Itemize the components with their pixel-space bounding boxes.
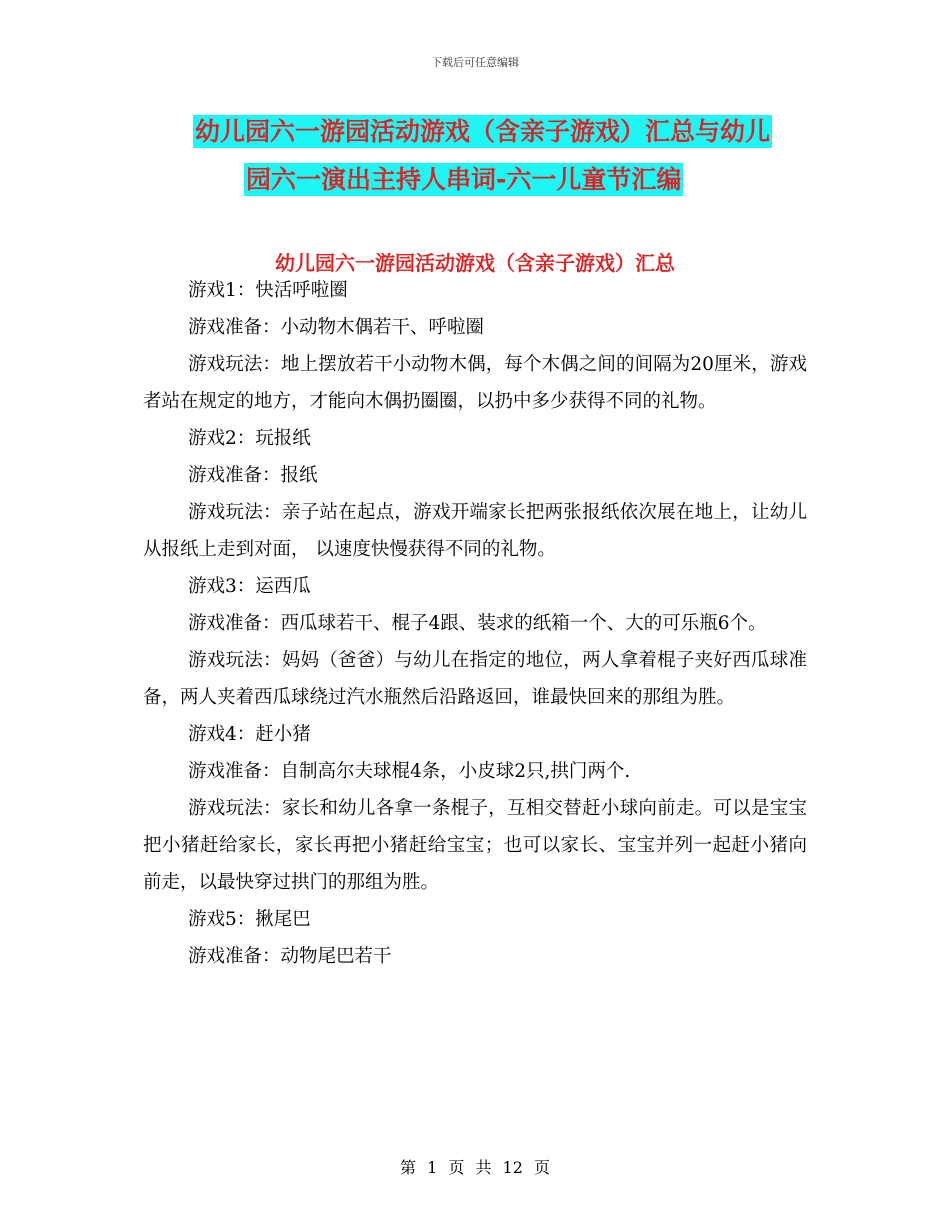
paragraph: 游戏1：快活呼啦圈 — [188, 280, 348, 301]
title-line-1-text: 幼儿园六一游园活动游戏（含亲子游戏）汇总与幼儿 — [195, 117, 771, 146]
paragraph: 游戏准备：自制高尔夫球棍4条，小皮球2只,拱门两个. — [188, 761, 631, 782]
paragraph: 游戏2：玩报纸 — [188, 428, 311, 449]
paragraph: 游戏5：揪尾巴 — [188, 909, 311, 930]
document-title — [143, 108, 813, 204]
paragraph: 游戏准备：小动物木偶若干、呼啦圈 — [188, 317, 485, 338]
paragraph: 游戏玩法：亲子站在起点，游戏开端家长把两张报纸依次展在地上，让幼儿从报纸上走到对面， 以速度快慢获得不同的礼物。 — [143, 502, 807, 560]
paragraph: 游戏玩法：家长和幼儿各拿一条棍子，互相交替赶小球向前走。可以是宝宝把小猪赶给家长，家长再把小猪赶给宝宝；也可以家长、宝宝并列一起赶小猪向前走，以最快穿过拱门的那组为胜。 — [143, 798, 807, 893]
title-line-2 — [143, 156, 813, 204]
title-line-2-text: 园六一演出主持人串词-六一儿童节汇编 — [246, 165, 682, 194]
paragraph: 游戏玩法：地上摆放若干小动物木偶，每个木偶之间的间隔为20厘米，游戏者站在规定的地方，才能向木偶扔圈圈，以扔中多少获得不同的礼物。 — [143, 354, 807, 412]
document-body — [143, 272, 807, 975]
page-header-note: 下载后可任意编辑 — [431, 56, 519, 69]
paragraph: 游戏3：运西瓜 — [188, 576, 311, 597]
paragraph: 游戏准备：报纸 — [188, 465, 318, 486]
page-number: 第 1 页 共 12 页 — [400, 1158, 550, 1177]
section-title: 幼儿园六一游园活动游戏（含亲子游戏）汇总 — [275, 251, 675, 275]
paragraph: 游戏准备：西瓜球若干、棍子4跟、装求的纸箱一个、大的可乐瓶6个。 — [188, 613, 767, 634]
paragraph: 游戏准备：动物尾巴若干 — [188, 946, 392, 967]
paragraph: 游戏4：赶小猪 — [188, 724, 311, 745]
paragraph: 游戏玩法：妈妈（爸爸）与幼儿在指定的地位，两人拿着棍子夹好西瓜球准备，两人夹着西瓜球绕过汽水瓶然后沿路返回，谁最快回来的那组为胜。 — [143, 650, 807, 708]
title-line-1 — [143, 108, 813, 156]
